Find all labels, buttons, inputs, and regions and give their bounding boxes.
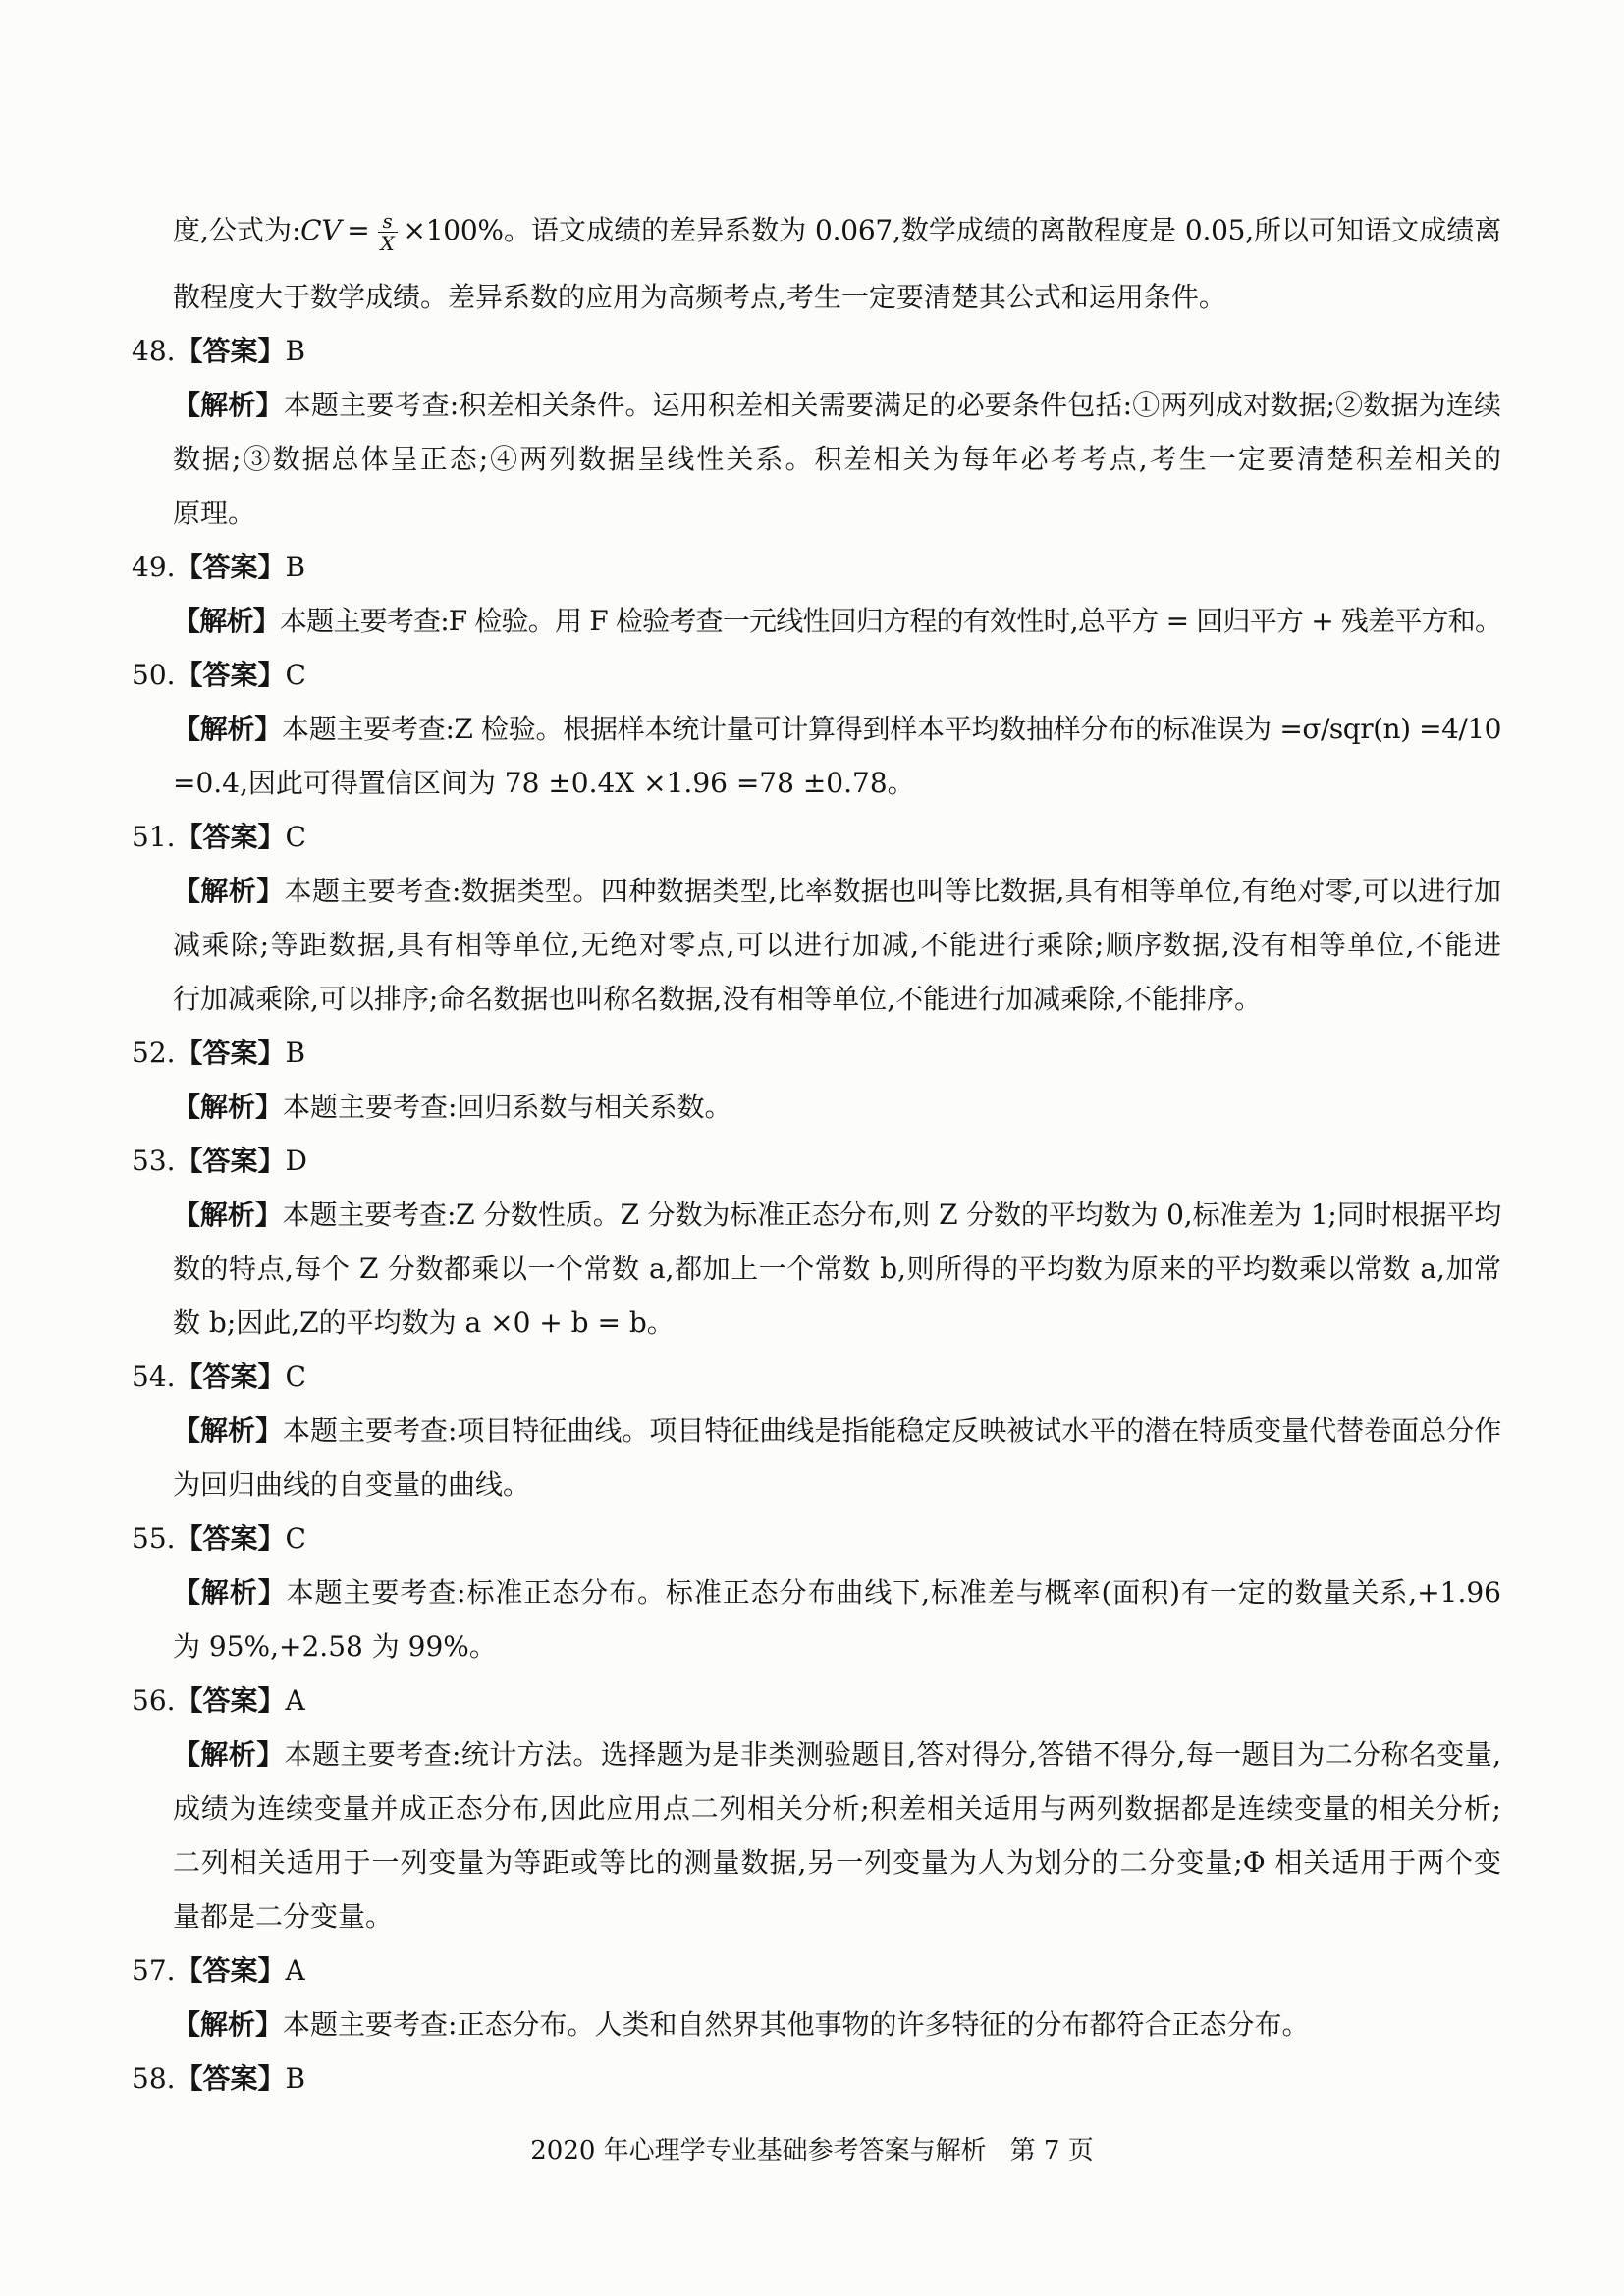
answer-choice: B [285, 1037, 306, 1069]
analysis-text: 本题主要考查:统计方法。选择题为是非类测验题目,答对得分,答错不得分,每一题目为二分称名变量, [284, 1738, 1501, 1771]
question-number: 55. [132, 1522, 176, 1555]
answer-label: 【答案】 [175, 659, 286, 691]
analysis-line [173, 594, 1501, 648]
formula-prefix: 度,公式为: [173, 214, 301, 246]
analysis-text: 本题主要考查:F 检验。用 F 检验考查一元线性回归方程的有效性时,总平方 = 回归平方 + 残差平方和。 [279, 605, 1501, 637]
fraction-denominator: X [378, 232, 398, 254]
answer-label: 【答案】 [175, 1522, 286, 1555]
answer-choice: C [285, 1361, 306, 1393]
analysis-label: 【解析】 [173, 1091, 284, 1123]
analysis-text: 本题主要考查:正态分布。人类和自然界其他事物的许多特征的分布都符合正态分布。 [283, 2008, 1310, 2041]
answer-label: 【答案】 [175, 1361, 286, 1393]
answer-line [132, 810, 1501, 864]
analysis-line [173, 702, 1501, 756]
question-number: 50. [132, 659, 176, 691]
analysis-line: 二列相关适用于一列变量为等距或等比的测量数据,另一列变量为人为划分的二分变量;Φ 相关适用于两个变 [173, 1846, 1501, 1879]
analysis-line: 为 95%,+2.58 为 99%。 [173, 1630, 497, 1663]
analysis-line [173, 1080, 1501, 1134]
formula-equals: = [347, 214, 370, 246]
analysis-line: =0.4,因此可得置信区间为 78 ±0.4X ×1.96 =78 ±0.78。 [173, 767, 915, 799]
answer-choice: C [285, 1522, 306, 1555]
analysis-label: 【解析】 [173, 875, 285, 907]
analysis-line: 数 b;因此,Z的平均数为 a ×0 + b = b。 [173, 1307, 675, 1339]
answer-line [132, 1134, 1501, 1188]
answer-label: 【答案】 [175, 1684, 286, 1717]
analysis-line: 量都是二分变量。 [173, 1900, 394, 1933]
answer-line [132, 1944, 1501, 1998]
continuation-line: 散程度大于数学成绩。差异系数的应用为高频考点,考生一定要清楚其公式和运用条件。 [173, 281, 1226, 313]
page-footer [0, 2124, 1624, 2177]
analysis-text: 本题主要考查:项目特征曲线。项目特征曲线是指能稳定反映被试水平的潜在特质变量代替卷面总分作 [282, 1415, 1501, 1447]
answer-choice: D [285, 1145, 307, 1177]
analysis-line: 原理。 [173, 497, 256, 529]
analysis-text: 本题主要考查:回归系数与相关系数。 [283, 1091, 732, 1123]
analysis-label: 【解析】 [173, 1738, 285, 1771]
analysis-text: 本题主要考查:标准正态分布。标准正态分布曲线下,标准差与概率(面积)有一定的数量关系,+1.96 [286, 1576, 1501, 1609]
answer-label: 【答案】 [175, 1954, 286, 1987]
answer-choice: C [285, 659, 306, 691]
question-number: 52. [132, 1037, 176, 1069]
analysis-line: 减乘除;等距数据,具有相等单位,无绝对零点,可以进行加减,不能进行乘除;顺序数据,没有相等单位,不能进 [173, 929, 1501, 961]
page-number: 第 7 页 [1009, 2136, 1094, 2165]
answer-choice: A [285, 1954, 305, 1987]
answer-line [132, 1026, 1501, 1080]
formula-suffix: ×100%。语文成绩的差异系数为 0.067,数学成绩的离散程度是 0.05,所以可知语文成绩离 [403, 214, 1501, 246]
answer-choice: A [285, 1684, 305, 1717]
analysis-label: 【解析】 [173, 1199, 283, 1231]
analysis-label: 【解析】 [173, 1415, 283, 1447]
analysis-line [173, 1728, 1501, 1782]
analysis-line [173, 864, 1501, 918]
formula-fraction [378, 210, 398, 254]
continuation-line [173, 191, 1501, 270]
analysis-label: 【解析】 [173, 2008, 284, 2041]
fraction-numerator: s [382, 209, 393, 233]
analysis-text: 本题主要考查:积差相关条件。运用积差相关需要满足的必要条件包括:①两列成对数据;②数据为连续 [283, 389, 1501, 421]
answer-label: 【答案】 [175, 2062, 286, 2095]
analysis-line [173, 1998, 1501, 2052]
answer-label: 【答案】 [175, 1145, 286, 1177]
analysis-label: 【解析】 [173, 713, 282, 745]
analysis-text: 本题主要考查:Z 分数性质。Z 分数为标准正态分布,则 Z 分数的平均数为 0,标准差为 1;同时根据平均 [282, 1199, 1501, 1231]
analysis-line [173, 1188, 1501, 1242]
question-number: 56. [132, 1684, 176, 1717]
footer-title: 2020 年心理学专业基础参考答案与解析 [530, 2136, 987, 2165]
question-number: 48. [132, 335, 176, 367]
question-number: 53. [132, 1145, 176, 1177]
answer-label: 【答案】 [175, 335, 286, 367]
question-number: 54. [132, 1361, 176, 1393]
analysis-line: 数的特点,每个 Z 分数都乘以一个常数 a,都加上一个常数 b,则所得的平均数为原来的平均数乘以常数 a,加常 [173, 1253, 1501, 1285]
question-number: 58. [132, 2062, 176, 2095]
analysis-line [173, 378, 1501, 432]
analysis-text: 本题主要考查:Z 检验。根据样本统计量可计算得到样本平均数抽样分布的标准误为 =σ/sqr(n) =4/10 [282, 713, 1501, 745]
answer-line [132, 324, 1501, 378]
analysis-label: 【解析】 [173, 389, 284, 421]
analysis-label: 【解析】 [173, 1576, 287, 1609]
answer-explanations [0, 191, 1624, 2106]
answer-line [132, 2052, 1501, 2106]
analysis-line [173, 1566, 1501, 1620]
analysis-line: 数据;③数据总体呈正态;④两列数据呈线性关系。积差相关为每年必考考点,考生一定要清楚积差相关的 [173, 443, 1501, 475]
analysis-text: 本题主要考查:数据类型。四种数据类型,比率数据也叫等比数据,具有相等单位,有绝对零,可以进行加 [284, 875, 1501, 907]
answer-label: 【答案】 [175, 1037, 286, 1069]
question-number: 49. [132, 551, 176, 583]
answer-line [132, 1350, 1501, 1404]
analysis-line: 行加减乘除,可以排序;命名数据也叫称名数据,没有相等单位,不能进行加减乘除,不能排序。 [173, 983, 1263, 1015]
question-number: 57. [132, 1954, 176, 1987]
analysis-label: 【解析】 [173, 605, 280, 637]
answer-line [132, 540, 1501, 594]
answer-choice: B [285, 2062, 306, 2095]
question-number: 51. [132, 821, 176, 853]
analysis-line: 为回归曲线的自变量的曲线。 [173, 1468, 531, 1501]
answer-label: 【答案】 [175, 551, 286, 583]
formula-cv: CV [300, 214, 342, 246]
analysis-line: 成绩为连续变量并成正态分布,因此应用点二列相关分析;积差相关适用与两列数据都是连续变量的相关分析; [173, 1792, 1501, 1825]
answer-line [132, 648, 1501, 702]
analysis-line [173, 1404, 1501, 1458]
answer-line [132, 1512, 1501, 1566]
answer-choice: C [285, 821, 306, 853]
answer-line [132, 1674, 1501, 1728]
answer-choice: B [285, 335, 306, 367]
answer-label: 【答案】 [175, 821, 286, 853]
answer-choice: B [285, 551, 306, 583]
